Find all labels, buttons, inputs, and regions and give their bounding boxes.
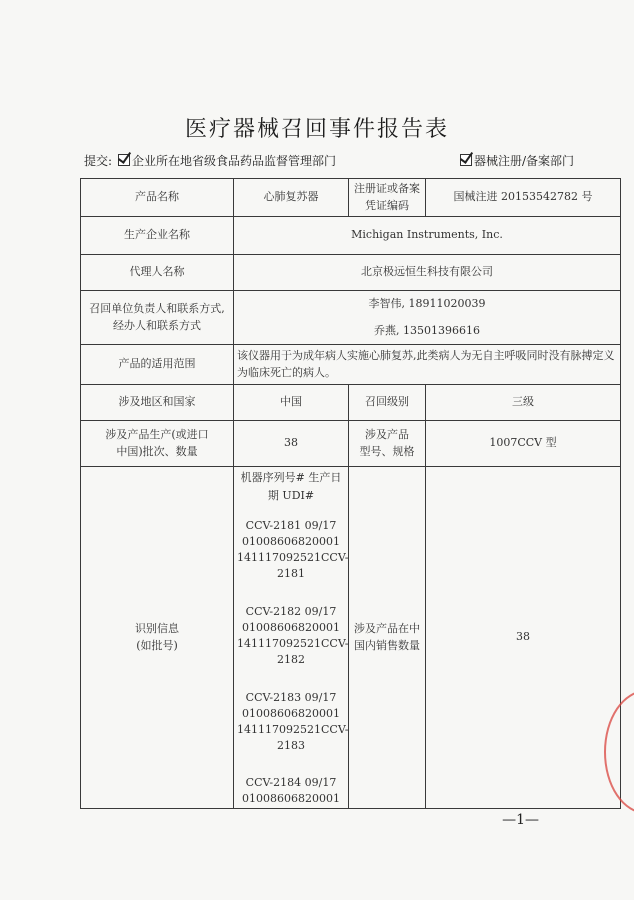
model-label-line1: 涉及产品 (365, 428, 409, 441)
region-value: 中国 (234, 385, 349, 421)
model-value: 1007CCV 型 (426, 421, 621, 467)
serial-entry (237, 604, 349, 668)
reg-cert-value: 国械注进 20153542782 号 (426, 179, 621, 217)
recall-report-table (80, 178, 621, 809)
table-row (81, 179, 621, 217)
sales-label-line2: 国内销售数量 (354, 638, 420, 652)
table-row (81, 345, 621, 385)
checkbox-checked-icon[interactable] (460, 154, 472, 166)
table-row (81, 467, 621, 809)
model-label (349, 421, 426, 467)
batch-qty-value: 38 (234, 421, 349, 467)
batch-label (81, 421, 234, 467)
contact-person-2: 乔燕, 13501396616 (374, 323, 480, 337)
serial-line: 141117092521CCV- (237, 636, 349, 650)
table-row (81, 385, 621, 421)
scope-label: 产品的适用范围 (81, 345, 234, 385)
table-row (81, 255, 621, 291)
batch-label-line2: 中国)批次、数量 (116, 444, 198, 458)
serial-header: 机器序列号# 生产日期 UDI# (240, 471, 342, 502)
serial-line: CCV-2181 09/17 (245, 519, 337, 533)
contact-label-line2: 经办人和联系方式 (113, 318, 201, 332)
table-row (81, 217, 621, 255)
scope-value: 该仪器用于为成年病人实施心肺复苏,此类病人为无自主呼吸同时没有脉搏定义为临床死亡的病人。 (234, 345, 621, 385)
reg-cert-label-line2: 凭证编码 (365, 198, 409, 212)
agent-value: 北京极远恒生科技有限公司 (234, 255, 621, 291)
ident-label-line2: (如批号) (136, 638, 178, 652)
reg-cert-label (349, 179, 426, 217)
serial-entry (237, 690, 349, 754)
recall-level-value: 三级 (426, 385, 621, 421)
serial-line: CCV-2183 09/17 (245, 690, 337, 704)
submit-option-provincial[interactable] (118, 152, 336, 169)
product-name-label: 产品名称 (81, 179, 234, 217)
contact-label-line1: 召回单位负责人和联系方式, (89, 302, 225, 315)
sales-label (349, 467, 426, 809)
agent-label: 代理人名称 (81, 255, 234, 291)
submit-label: 提交: (84, 154, 113, 168)
submit-row (84, 150, 574, 172)
submit-option-registration-label: 器械注册/备案部门 (473, 154, 574, 168)
page-number: —1— (502, 812, 539, 828)
serial-line: CCV-2184 09/17 (245, 776, 337, 790)
checkbox-checked-icon[interactable] (118, 154, 130, 166)
ident-label-line1: 识别信息 (135, 622, 179, 636)
table-row (81, 421, 621, 467)
manufacturer-label: 生产企业名称 (81, 217, 234, 255)
serial-line: CCV-2182 09/17 (245, 604, 337, 618)
serial-line: 01008606820001 (242, 792, 340, 806)
sales-label-line1: 涉及产品在中 (354, 622, 420, 636)
contact-value (234, 291, 621, 345)
serial-line: 141117092521CCV- (237, 551, 349, 565)
table-row (81, 291, 621, 345)
serial-line: 01008606820001 (242, 620, 340, 634)
contact-person-1: 李智伟, 18911020039 (368, 297, 486, 310)
sales-qty-value: 38 (426, 467, 621, 809)
submit-option-registration[interactable] (460, 152, 574, 169)
recall-level-label: 召回级别 (349, 385, 426, 421)
serial-line: 2181 (277, 567, 305, 580)
reg-cert-label-line1: 注册证或备案 (354, 182, 420, 195)
serial-line: 01008606820001 (242, 706, 340, 720)
manufacturer-value: Michigan Instruments, Inc. (234, 217, 621, 255)
serial-line: 2182 (277, 652, 305, 666)
ident-label (81, 467, 234, 809)
model-label-line2: 型号、规格 (359, 444, 415, 458)
serial-line: 2183 (277, 738, 305, 752)
contact-label (81, 291, 234, 345)
serial-line: 141117092521CCV- (237, 722, 349, 736)
serial-line: 01008606820001 (242, 535, 340, 549)
submit-option-provincial-label: 企业所在地省级食品药品监督管理部门 (132, 154, 337, 168)
serial-entry (237, 518, 349, 582)
serial-entry (237, 775, 345, 807)
page-title: 医疗器械召回事件报告表 (184, 117, 449, 142)
batch-label-line1: 涉及产品生产(或进口 (105, 428, 209, 441)
serial-list-cell (234, 467, 349, 809)
product-name-value: 心肺复苏器 (234, 179, 349, 217)
region-label: 涉及地区和国家 (81, 385, 234, 421)
